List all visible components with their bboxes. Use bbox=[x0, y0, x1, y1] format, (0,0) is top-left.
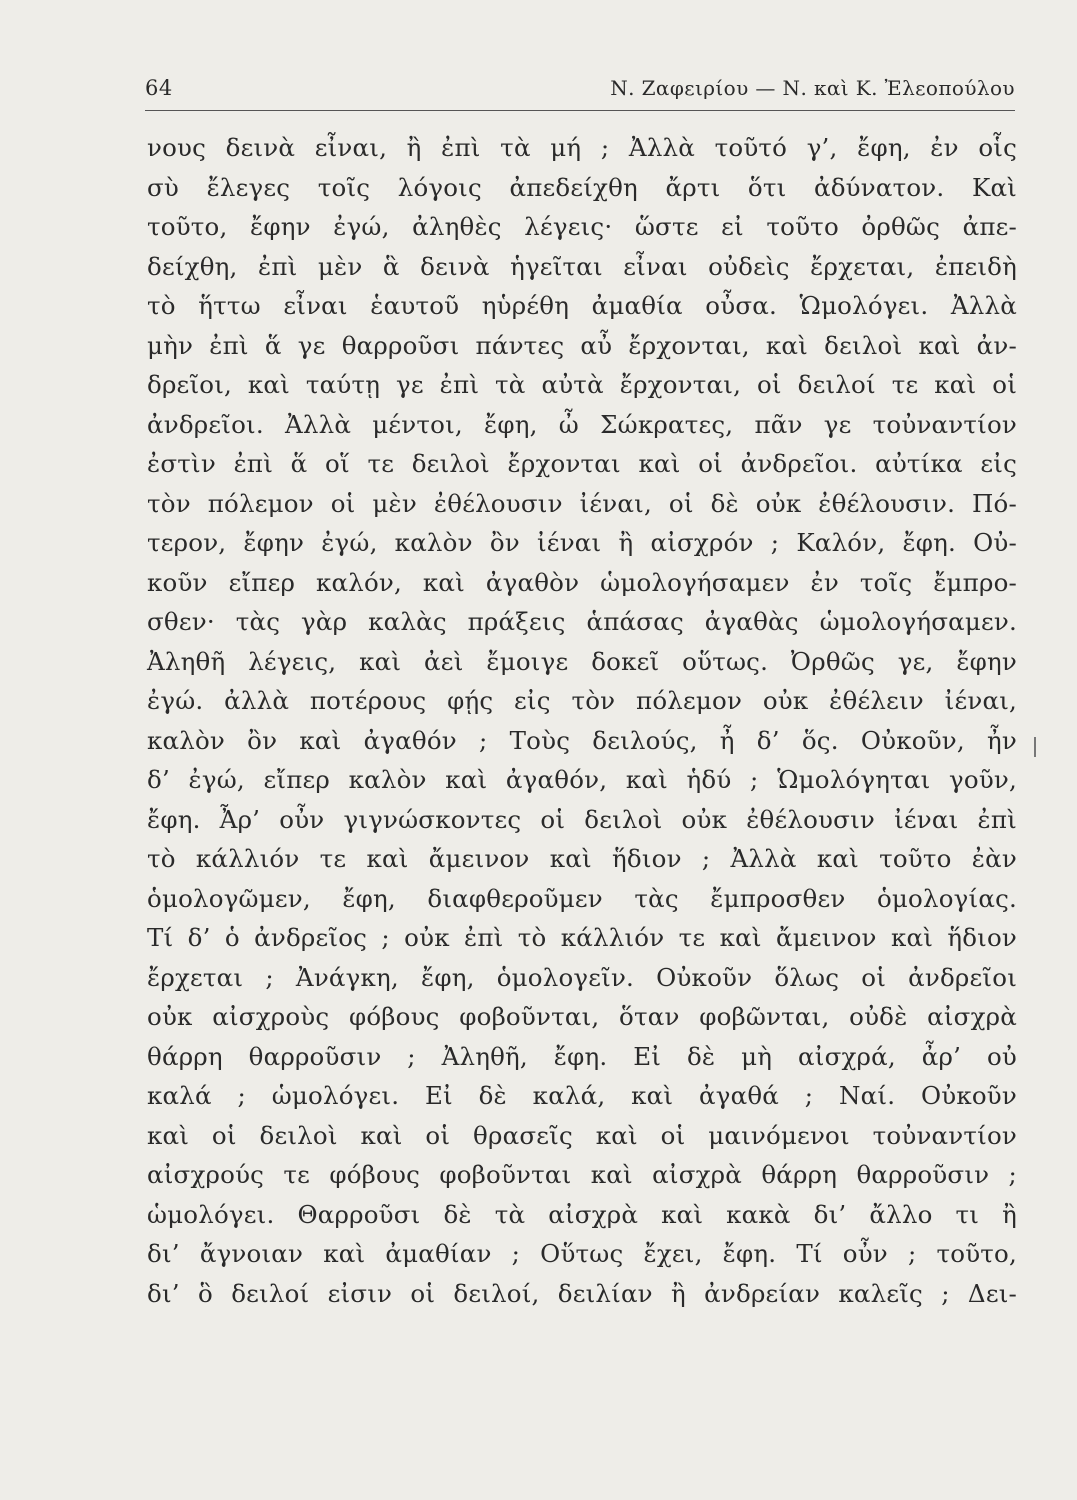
margin-mark bbox=[1034, 737, 1036, 757]
text-line: τὸν πόλεμον οἱ μὲν ἐθέλουσιν ἰέναι, οἱ δὲ οὐκ ἐθέλουσιν. Πό- bbox=[147, 488, 1017, 518]
running-head bbox=[145, 74, 1015, 111]
body-text bbox=[147, 128, 1017, 1313]
text-line: αἰσχρούς τε φόβους φοβοῦνται καὶ αἰσχρὰ θάρρη θαρροῦσιν ; bbox=[147, 1160, 1017, 1189]
text-line: τὸ ἥττω εἶναι ἑαυτοῦ ηὑρέθη ἀμαθία οὖσα. Ὡμολόγει. Ἀλλὰ bbox=[147, 291, 1017, 320]
text-line: κοῦν εἴπερ καλόν, καὶ ἀγαθὸν ὡμολογήσαμεν ἐν τοῖς ἔμπρο- bbox=[147, 567, 1017, 597]
page-number: 64 bbox=[145, 76, 173, 100]
text-line: καλά ; ὡμολόγει. Εἰ δὲ καλά, καὶ ἀγαθά ; Ναί. Οὐκοῦν bbox=[147, 1081, 1017, 1110]
text-line: μὴν ἐπὶ ἅ γε θαρροῦσι πάντες αὖ ἔρχονται, καὶ δειλοὶ καὶ ἀν- bbox=[147, 330, 1017, 360]
text-line: σὺ ἔλεγες τοῖς λόγοις ἀπεδείχθη ἄρτι ὅτι ἀδύνατον. Καὶ bbox=[147, 172, 1017, 202]
text-line: δρεῖοι, καὶ ταύτῃ γε ἐπὶ τὰ αὐτὰ ἔρχονται, οἱ δειλοί τε καὶ οἱ bbox=[147, 370, 1017, 399]
text-line: σθεν· τὰς γὰρ καλὰς πράξεις ἁπάσας ἀγαθὰς ὡμολογήσαμεν. bbox=[147, 607, 1017, 636]
text-line: οὐκ αἰσχροὺς φόβους φοβοῦνται, ὅταν φοβῶνται, οὐδὲ αἰσχρὰ bbox=[147, 1002, 1017, 1031]
text-line: ἔφη. Ἆρ’ οὖν γιγνώσκοντες οἱ δειλοὶ οὐκ ἐθέλουσιν ἰέναι ἐπὶ bbox=[147, 804, 1017, 834]
header-authors: Ν. Ζαφειρίου — Ν. καὶ Κ. Ἐλεοπούλου bbox=[610, 76, 1015, 100]
text-line: δ’ ἐγώ, εἴπερ καλὸν καὶ ἀγαθόν, καὶ ἡδύ ; Ὡμολόγηται γοῦν, bbox=[147, 765, 1017, 794]
text-line: καλὸν ὂν καὶ ἀγαθόν ; Τοὺς δειλούς, ἦ δ’ ὅς. Οὐκοῦν, ἦν bbox=[147, 725, 1017, 755]
text-line: ἐγώ. ἀλλὰ ποτέρους φῄς εἰς τὸν πόλεμον οὐκ ἐθέλειν ἰέναι, bbox=[147, 686, 1017, 715]
text-line: τὸ κάλλιόν τε καὶ ἄμεινον καὶ ἥδιον ; Ἀλλὰ καὶ τοῦτο ἐὰν bbox=[147, 844, 1017, 873]
text-line: δι’ ἄγνοιαν καὶ ἀμαθίαν ; Οὕτως ἔχει, ἔφη. Τί οὖν ; τοῦτο, bbox=[147, 1239, 1017, 1268]
text-line: τερον, ἔφην ἐγώ, καλὸν ὂν ἰέναι ἢ αἰσχρόν ; Καλόν, ἔφη. Οὐ- bbox=[147, 528, 1017, 557]
text-line: ἐστὶν ἐπὶ ἅ οἵ τε δειλοὶ ἔρχονται καὶ οἱ ἀνδρεῖοι. αὐτίκα εἰς bbox=[147, 449, 1017, 478]
text-line: ὡμολόγει. Θαρροῦσι δὲ τὰ αἰσχρὰ καὶ κακὰ δι’ ἄλλο τι ἢ bbox=[147, 1199, 1017, 1229]
text-line: καὶ οἱ δειλοὶ καὶ οἱ θρασεῖς καὶ οἱ μαινόμενοι τοὐναντίον bbox=[147, 1120, 1017, 1150]
text-line: ἀνδρεῖοι. Ἀλλὰ μέντοι, ἔφη, ὦ Σώκρατες, πᾶν γε τοὐναντίον bbox=[147, 409, 1017, 439]
text-line: δείχθη, ἐπὶ μὲν ἃ δεινὰ ἡγεῖται εἶναι οὐδεὶς ἔρχεται, ἐπειδὴ bbox=[147, 251, 1017, 281]
text-line: νους δεινὰ εἶναι, ἢ ἐπὶ τὰ μή ; Ἀλλὰ τοῦτό γ’, ἔφη, ἐν οἷς bbox=[147, 133, 1017, 162]
text-line: τοῦτο, ἔφην ἐγώ, ἀληθὲς λέγεις· ὥστε εἰ τοῦτο ὀρθῶς ἀπε- bbox=[147, 212, 1017, 241]
text-line: ἔρχεται ; Ἀνάγκη, ἔφη, ὁμολογεῖν. Οὐκοῦν ὅλως οἱ ἀνδρεῖοι bbox=[147, 962, 1017, 992]
text-line: Τί δ’ ὁ ἀνδρεῖος ; οὐκ ἐπὶ τὸ κάλλιόν τε καὶ ἄμεινον καὶ ἥδιον bbox=[147, 923, 1017, 952]
text-line: ὁμολογῶμεν, ἔφη, διαφθεροῦμεν τὰς ἔμπροσθεν ὁμολογίας. bbox=[147, 883, 1017, 913]
text-line: Ἀληθῆ λέγεις, καὶ ἀεὶ ἔμοιγε δοκεῖ οὕτως. Ὀρθῶς γε, ἔφην bbox=[147, 646, 1017, 676]
text-line: δι’ ὃ δειλοί εἰσιν οἱ δειλοί, δειλίαν ἢ ἀνδρείαν καλεῖς ; Δει- bbox=[147, 1278, 1017, 1308]
text-line: θάρρη θαρροῦσιν ; Ἀληθῆ, ἔφη. Εἰ δὲ μὴ αἰσχρά, ἆρ’ οὐ bbox=[147, 1041, 1017, 1071]
